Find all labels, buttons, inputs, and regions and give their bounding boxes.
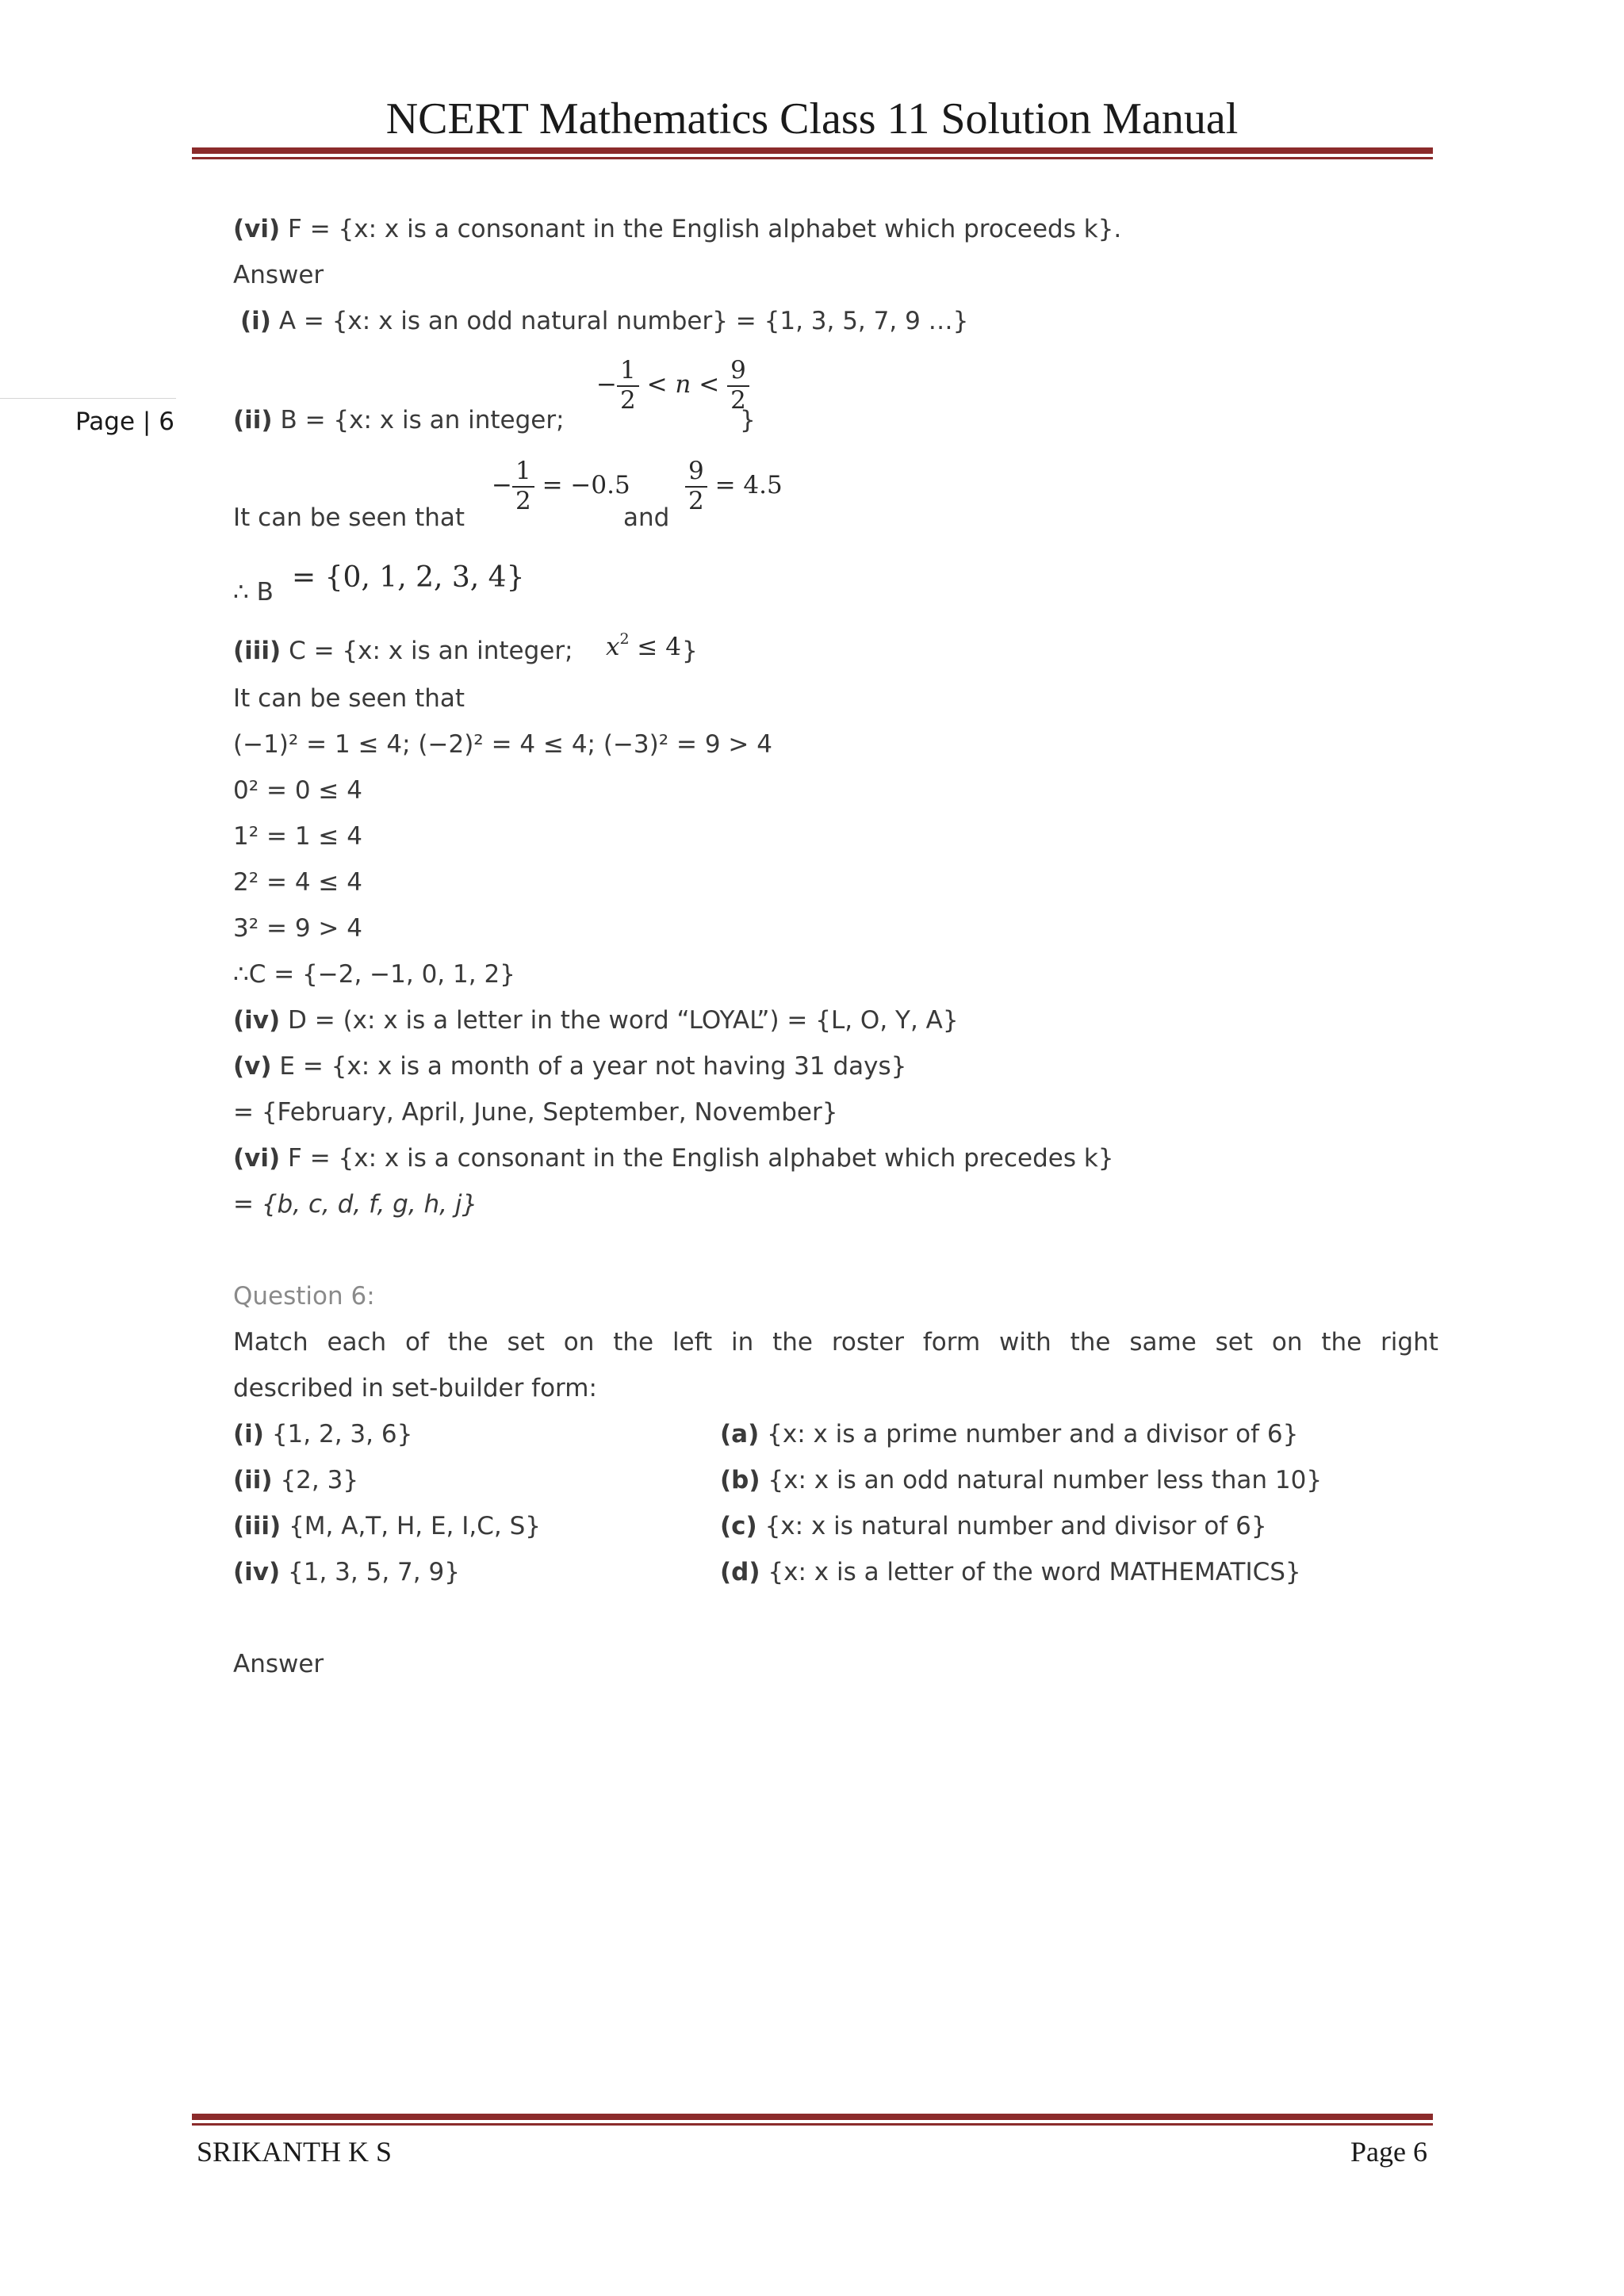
header-rule-thick [192,147,1433,154]
item-text: {x: x is an odd natural number less than 10} [760,1466,1323,1494]
set-close-brace: } [682,637,698,665]
item-label: (a) [720,1420,760,1448]
item-label: (iii) [233,1512,282,1540]
left-item-iii [233,1514,541,1539]
minus-sign: − [596,370,617,400]
line-iv-answer [233,1008,959,1033]
fraction-numerator: 1 [512,457,534,488]
line-square-3: 3² = 9 > 4 [233,914,362,943]
item-label: (vi) [233,215,281,243]
line-square-0: 0² = 0 ≤ 4 [233,776,362,805]
line-text: D = (x: x is a letter in the word “LOYAL”) = {L, O, Y, A} [280,1006,959,1035]
line-therefore-c: ∴C = {−2, −1, 0, 1, 2} [233,960,515,989]
item-text: {x: x is natural number and divisor of 6} [756,1512,1267,1540]
right-item-a [720,1422,1298,1447]
answer-label [233,263,324,288]
math-variable: x [606,633,620,661]
line-text: F = {x: x is a consonant in the English alphabet which proceeds k}. [280,215,1122,243]
line-squares-neg: (−1)² = 1 ≤ 4; (−2)² = 4 ≤ 4; (−3)² = 9 > 4 [233,730,772,759]
line-seen-that [233,503,465,532]
line-text: A = {x: x is an odd natural number} = {1, 3, 5, 7, 9 …} [270,307,969,335]
footer-rule-thick [192,2114,1433,2120]
line-vi-question [233,217,1121,242]
fraction-nine-half [685,457,707,515]
minus-sign: − [492,471,512,500]
line-vi-answer [233,1146,1114,1171]
math-exponent: 2 [619,630,630,648]
formula-result: = 4.5 [714,471,783,500]
footer-page-number: Page 6 [1350,2136,1427,2168]
left-item-i [233,1422,412,1447]
item-label: (c) [720,1512,757,1540]
question-6-answer-label: Answer [233,1650,324,1678]
and-word: and [623,503,670,532]
item-text: {x: x is a letter of the word MATHEMATICS} [760,1558,1301,1586]
item-label: (i) [233,1420,264,1448]
side-margin-line [0,398,176,399]
item-label: (b) [720,1466,760,1494]
right-item-c [720,1514,1267,1539]
item-label: (d) [720,1558,760,1586]
therefore-b: ∴ B [233,578,274,607]
item-label: (ii) [233,406,273,434]
set-b-result: = {0, 1, 2, 3, 4} [292,561,525,594]
fraction-one-half [617,357,639,415]
formula-minus-half [492,457,630,515]
formula-nine-half [685,457,783,515]
line-text: It can be seen that [233,503,465,532]
fraction-denominator: 2 [515,486,531,515]
line-i-answer [240,309,968,334]
item-text: {2, 3} [272,1466,359,1494]
line-iii-answer [233,639,573,664]
item-label: (i) [240,307,271,335]
line-consonants: = {b, c, d, f, g, h, j} [233,1190,478,1219]
right-item-d [720,1560,1301,1585]
fraction-denominator: 2 [730,385,746,415]
fraction-numerator: 9 [727,357,749,387]
line-seen-that-2: It can be seen that [233,684,465,713]
line-square-1: 1² = 1 ≤ 4 [233,822,362,851]
page-header-title: NCERT Mathematics Class 11 Solution Manual [385,94,1239,144]
line-square-2: 2² = 4 ≤ 4 [233,868,362,897]
header-rule-thin [192,157,1433,159]
inequality-formula [596,357,749,415]
item-label: (vi) [233,1144,281,1173]
line-months: = {February, April, June, September, November} [233,1098,838,1127]
fraction-denominator: 2 [619,385,636,415]
right-item-b [720,1468,1322,1493]
fraction-numerator: 1 [617,357,639,387]
set-close-brace: } [740,406,756,434]
formula-result: = −0.5 [542,471,630,500]
side-page-label: Page | 6 [75,408,174,436]
math-rest: ≤ 4 [629,633,681,661]
footer-rule-thin [192,2123,1433,2126]
item-text: {1, 3, 5, 7, 9} [280,1558,460,1586]
line-v-answer [233,1054,906,1079]
footer-author: SRIKANTH K S [197,2136,393,2168]
left-item-iv [233,1560,460,1585]
item-label: (iv) [233,1558,281,1586]
fraction-one-half [512,457,534,515]
inequality-middle: < n < [646,370,720,400]
item-text: {M, A,T, H, E, I,C, S} [281,1512,542,1540]
fraction-denominator: 2 [688,486,704,515]
x-squared-formula [606,630,681,661]
question-6-heading: Question 6: [233,1282,375,1311]
line-text: E = {x: x is a month of a year not having 31 days} [271,1052,907,1081]
answer-text: Answer [233,261,324,289]
question-6-prompt-line-2: described in set-builder form: [233,1374,597,1402]
fraction-numerator: 9 [685,457,707,488]
line-text: B = {x: x is an integer; [272,406,565,434]
left-item-ii [233,1468,358,1493]
item-label: (ii) [233,1466,273,1494]
line-text: F = {x: x is a consonant in the English alphabet which precedes k} [280,1144,1114,1173]
item-text: {1, 2, 3, 6} [263,1420,413,1448]
line-ii-answer [233,408,565,433]
item-label: (iii) [233,637,282,665]
item-label: (v) [233,1052,272,1081]
question-6-prompt-line-1: Match each of the set on the left in the roster form with the same set on the right [233,1328,1438,1357]
item-text: {x: x is a prime number and a divisor of 6} [759,1420,1299,1448]
line-text: C = {x: x is an integer; [281,637,573,665]
item-label: (iv) [233,1006,281,1035]
